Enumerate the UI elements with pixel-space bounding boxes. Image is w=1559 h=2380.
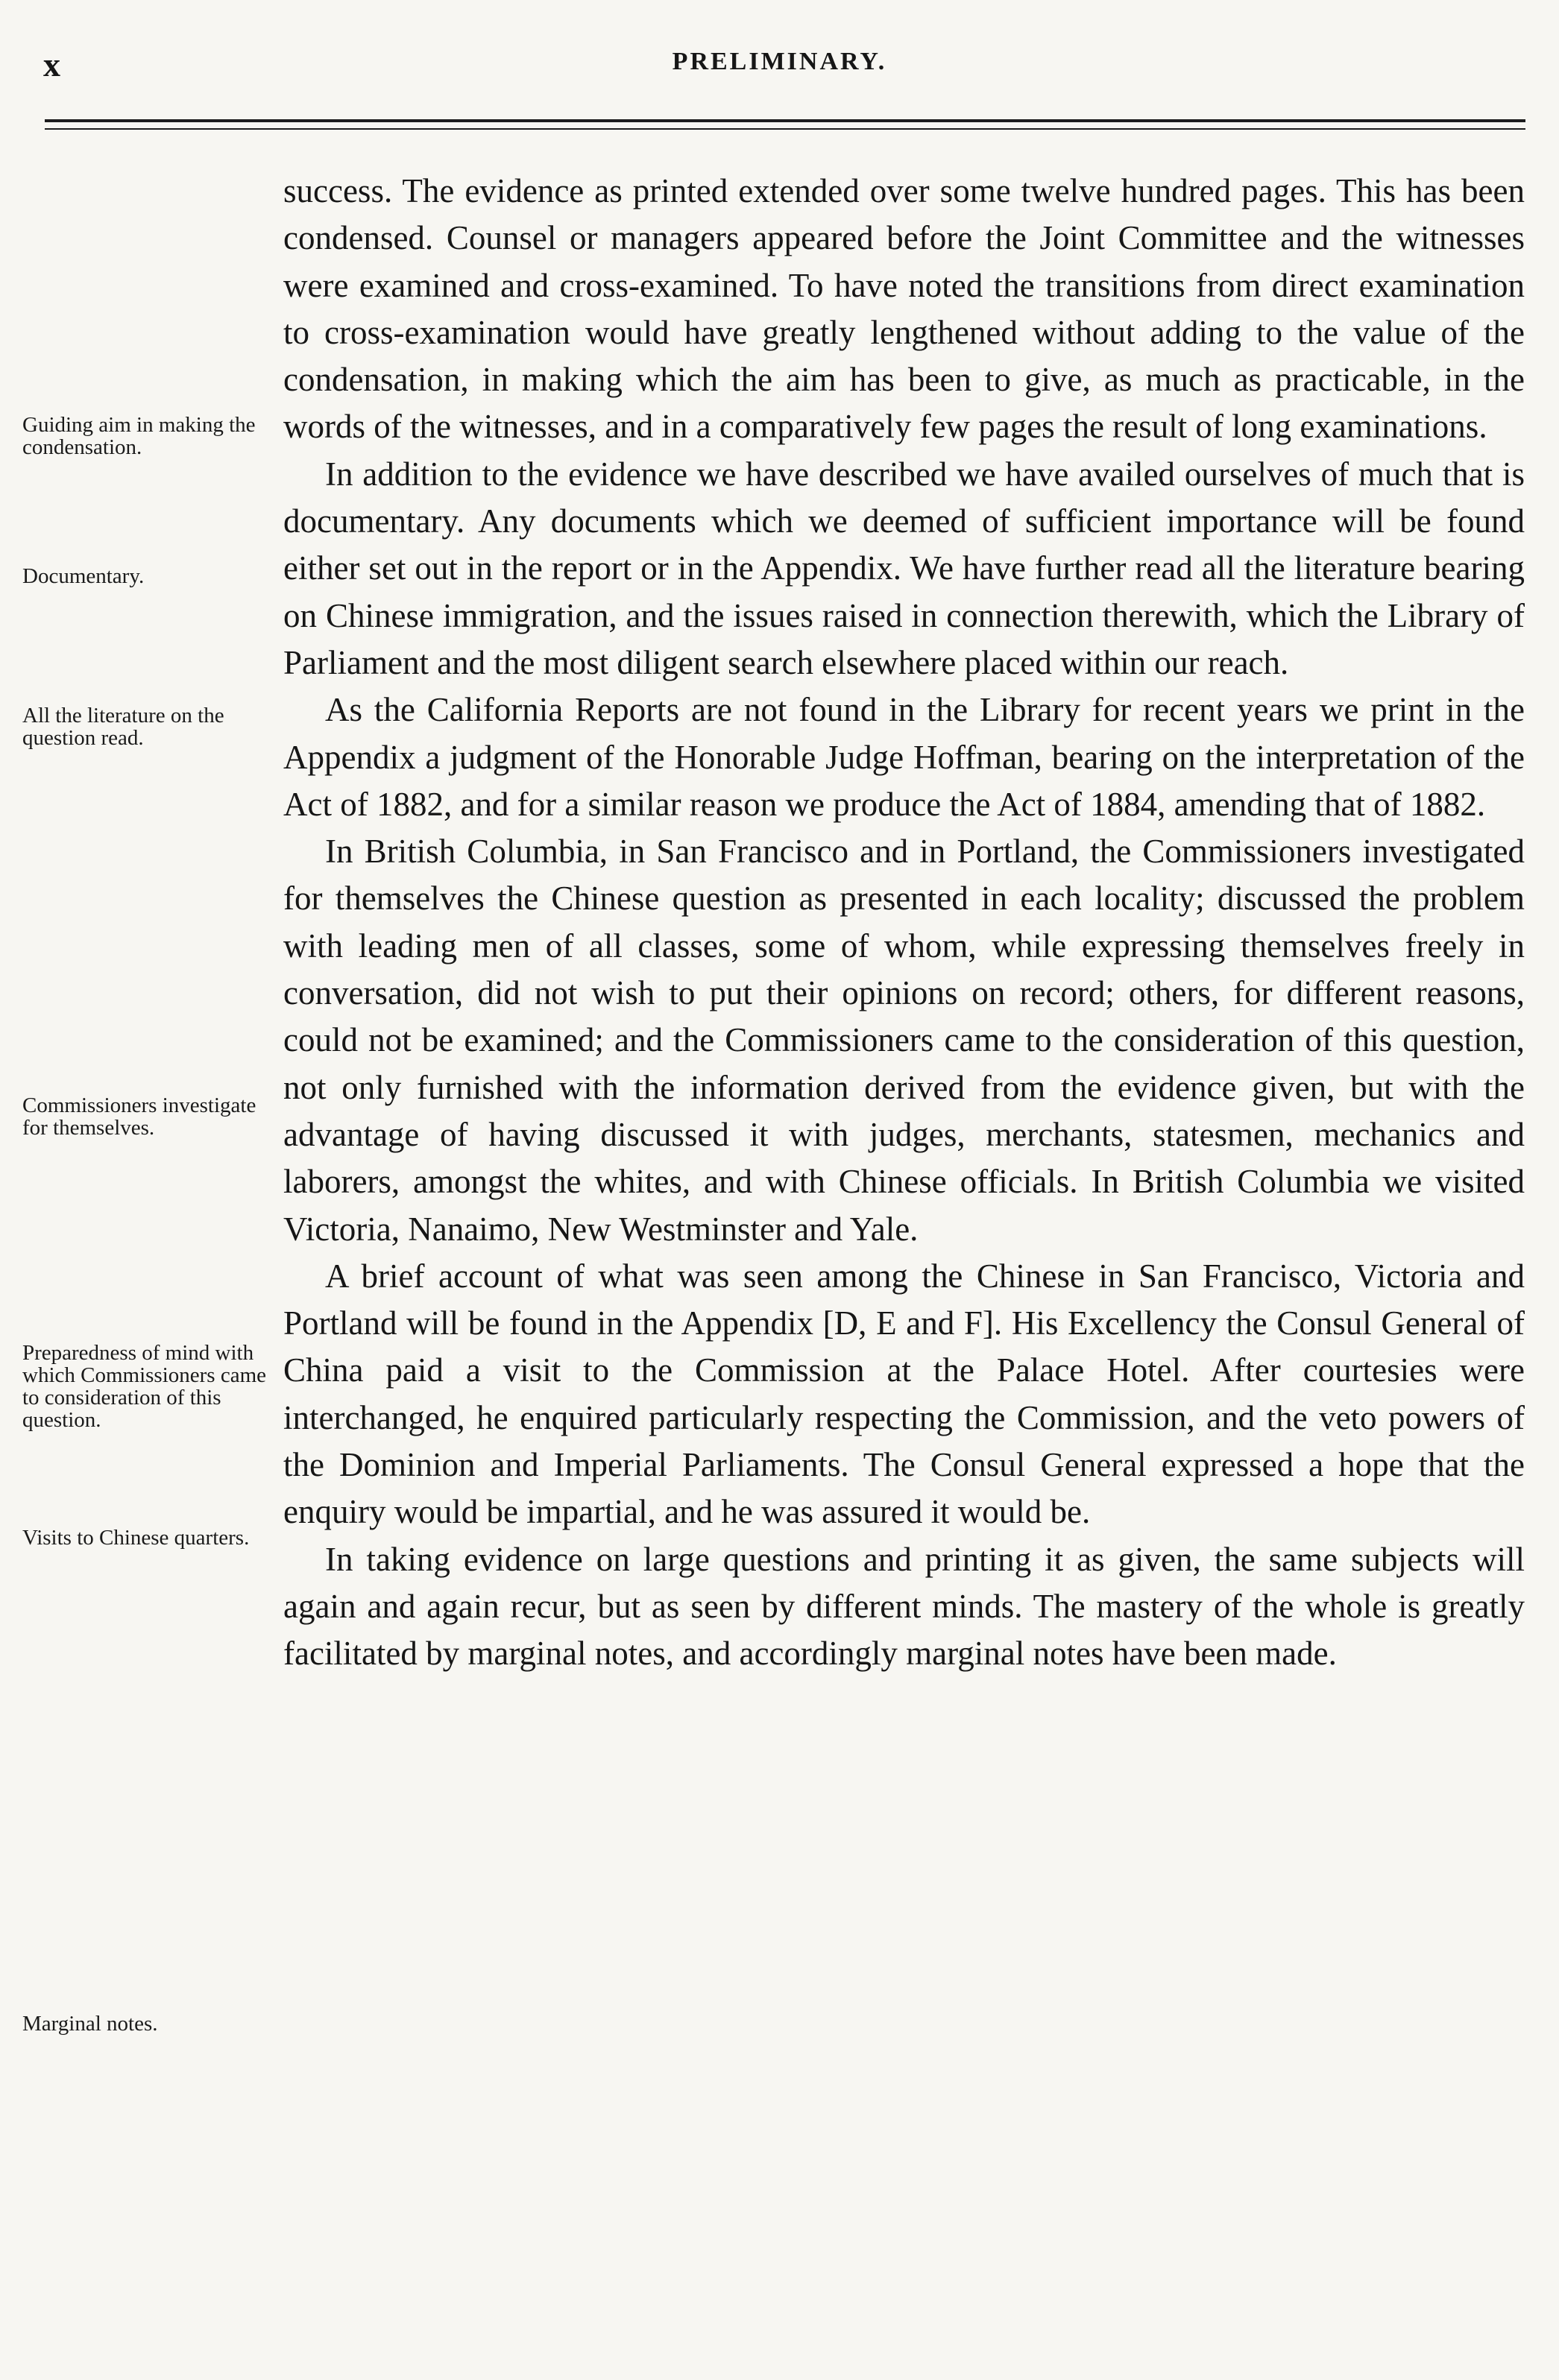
margin-note-preparedness: Preparedness of mind with which Commissioners came to consideration of this question. xyxy=(22,1341,267,1432)
paragraph-success: success. The evidence as printed extended over some twelve hundred pages. This has been condensed. Counsel or managers appeared before the Joint Committee and the witnesses were examined and cross-examined. To have noted the transitions from direct examination to cross-examination would have greatly lengthened without adding to the value of the condensation, in making which the aim has been to give, as much as practicable, in the words of the witnesses, and in a comparatively few pages the result of long examinations. xyxy=(283,172,1525,446)
page-number: x xyxy=(43,45,60,83)
margin-note-commissioners: Commissioners investigate for themselves. xyxy=(22,1093,256,1140)
paragraph-brief-account: A brief account of what was seen among the Chinese in San Francisco, Victoria and Portland will be found in the Appendix [D, E and F]. His Excellency the Consul General of China paid a visit to the Commission at the Palace Hotel. After courtesies were interchanged, he enquired particularly respecting the Commission, and the veto powers of the Dominion and Imperial Parliaments. The Consul General expressed a hope that the enquiry would be impartial, and he was assured it would be. xyxy=(283,1257,1525,1531)
page-header xyxy=(30,39,1529,83)
margin-note-marginal-notes: Marginal notes. xyxy=(22,2012,158,2036)
margin-note-visits: Visits to Chinese quarters. xyxy=(22,1526,250,1550)
body-text xyxy=(283,168,1525,1678)
margin-note-literature: All the literature on the question read. xyxy=(22,704,224,750)
margin-note-guiding-aim: Guiding aim in making the condensation. xyxy=(22,413,256,459)
paragraph-marginal-notes: In taking evidence on large questions and printing it as given, the same subjects will again and again recur, but as seen by different minds. The mastery of the whole is greatly facilitated by marginal notes, and accordingly marginal notes have been made. xyxy=(283,1540,1525,1673)
header-rule-thick xyxy=(45,119,1525,122)
paragraph-california-reports: As the California Reports are not found in the Library for recent years we print in the Appendix a judgment of the Honorable Judge Hoffman, bearing on the interpretation of the Act of 1882, and for a similar reason we produce the Act of 1884, amending that of 1882. xyxy=(283,691,1525,823)
paragraph-documentary: In addition to the evidence we have described we have availed ourselves of much that is documentary. Any documents which we deemed of sufficient importance will be found either set out in the report or in the Appendix. We have further read all the literature bearing on Chinese immigration, and the issues raised in connection therewith, which the Library of Parliament and the most diligent search elsewhere placed within our reach. xyxy=(283,455,1525,681)
margin-note-documentary: Documentary. xyxy=(22,564,145,588)
header-rule-thin xyxy=(45,128,1525,130)
paragraph-british-columbia: In British Columbia, in San Francisco and in Portland, the Commissioners investigated for themselves the Chinese question as presented in each locality; discussed the problem with leading men of all classes, some of whom, while expressing themselves freely in conversation, did not wish to put their opinions on record; others, for different reasons, could not be examined; and the Commissioners came to the consideration of this question, not only furnished with the information derived from the evidence given, but with the advantage of having discussed it with judges, merchants, statesmen, mechanics and laborers, amongst the whites, and with Chinese officials. In British Columbia we visited Victoria, Nanaimo, New Westminster and Yale. xyxy=(283,833,1525,1248)
running-head: PRELIMINARY. xyxy=(672,48,887,75)
